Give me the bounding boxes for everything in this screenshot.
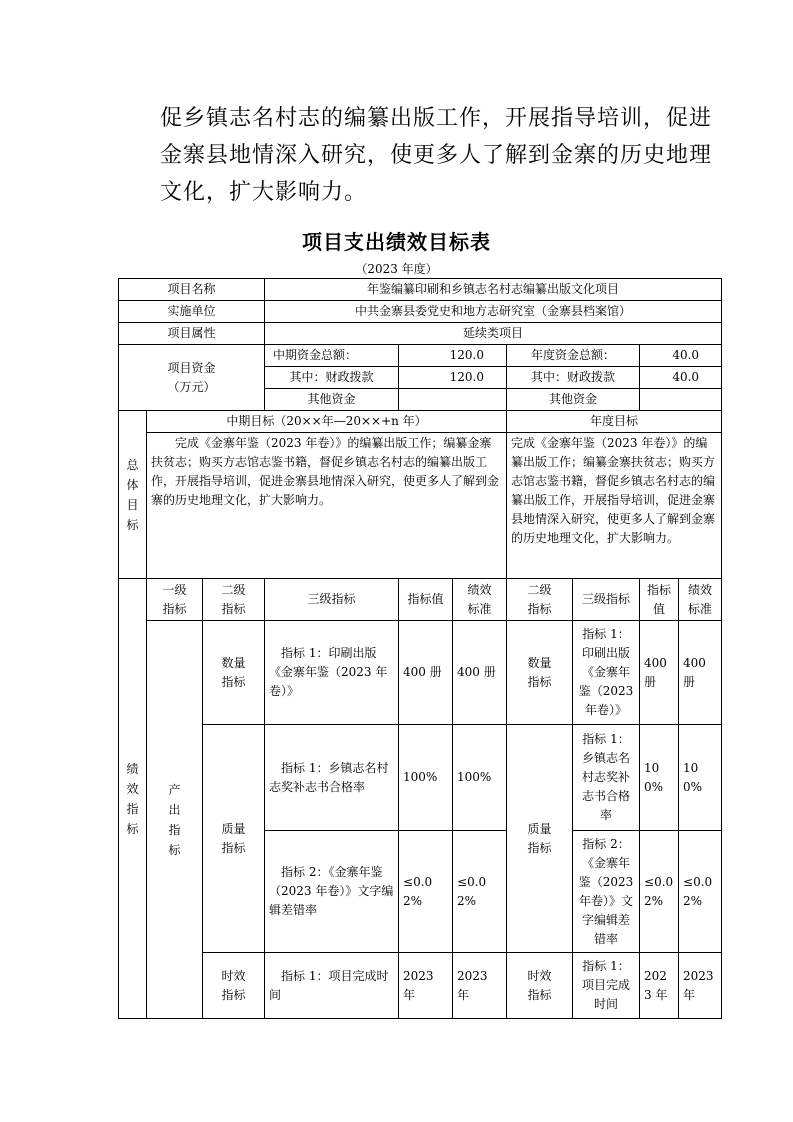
mid-other-value: [399, 389, 507, 411]
mid-total-value: 120.0: [399, 345, 507, 367]
table-year: （2023 年度）: [355, 262, 438, 276]
header-level2-right: 二级 指标: [507, 579, 573, 621]
header-standard-right: 绩效 标准: [679, 579, 722, 621]
quantity-indicator-1: 指标 1：印刷出版《金寨年鉴（2023 年卷）》: [265, 621, 399, 725]
table-row: [119, 579, 722, 621]
quality-indicator-2-standard: ≤0.02%: [453, 831, 507, 953]
table-title: 项目支出绩效目标表: [302, 230, 491, 254]
timeliness-indicator-1-value: 2023 年: [399, 953, 453, 1019]
mid-goal-text: 完成《金寨年鉴（2023 年卷）》的编纂出版工作；编纂金寨扶贫志；购买方志馆志鉴书籍，督促乡镇志名村志的编纂出版工作，开展指导培训，促进金寨县地情深入研究，使更多人了解到金寨的历史地理文化，扩大影响力。: [147, 433, 507, 579]
intro-line: 金寨县地情深入研究，使更多人了解到金寨的历史地理: [160, 143, 713, 168]
unit-value: 中共金寨县委党史和地方志研究室（金寨县档案馆）: [265, 301, 722, 323]
quality-indicator-1-right: 指标 1：乡镇志名村志奖补志书合格率: [573, 725, 640, 831]
mid-other-label: 其他资金: [265, 389, 399, 411]
intro-paragraph: [160, 100, 713, 211]
table-row: [119, 279, 722, 301]
quantity-indicator-1-right: 指标 1：印刷出版《金寨年鉴（2023 年卷）》: [573, 621, 640, 725]
quality-indicator-label: 质量 指标: [203, 725, 265, 953]
indicator-side-label: 绩 效 指 标: [119, 579, 147, 1019]
table-row: [119, 345, 722, 367]
project-name-value: 年鉴编纂印刷和乡镇志名村志编纂出版文化项目: [265, 279, 722, 301]
table-row: [119, 433, 722, 579]
annual-goal-text: 完成《金寨年鉴（2023 年卷）》的编纂出版工作；编纂金寨扶贫志；购买方志馆志鉴书籍，督促乡镇志名村志的编纂出版工作，开展指导培训，促进金寨县地情深入研究，使更多人了解到金寨的历史地理文化，扩大影响力。: [507, 433, 722, 579]
timeliness-indicator-1-right: 指标 1：项目完成时间: [573, 953, 640, 1019]
timeliness-indicator-1: 指标 1：项目完成时间: [265, 953, 399, 1019]
quality-indicator-1-value-right: 100%: [640, 725, 679, 831]
annual-fiscal-label: 其中：财政拨款: [507, 367, 640, 389]
annual-fiscal-value: 40.0: [640, 367, 722, 389]
table-row: [119, 301, 722, 323]
mid-fiscal-label: 其中：财政拨款: [265, 367, 399, 389]
quality-indicator-label-right: 质量 指标: [507, 725, 573, 953]
annual-total-label: 年度资金总额：: [507, 345, 640, 367]
output-indicator-label: 产 出 指 标: [147, 621, 203, 1019]
quantity-indicator-1-value-right: 400 册: [640, 621, 679, 725]
table-row: [119, 953, 722, 1019]
unit-label: 实施单位: [119, 301, 265, 323]
quantity-indicator-label: 数量 指标: [203, 621, 265, 725]
annual-other-label: 其他资金: [507, 389, 640, 411]
attribute-value: 延续类项目: [265, 323, 722, 345]
header-level2: 二级 指标: [203, 579, 265, 621]
header-value-right: 指标 值: [640, 579, 679, 621]
header-level1: 一级 指标: [147, 579, 203, 621]
intro-line: 促乡镇志名村志的编纂出版工作，开展指导培训，促进: [160, 106, 713, 131]
header-value: 指标值: [399, 579, 453, 621]
header-level3: 三级指标: [265, 579, 399, 621]
timeliness-indicator-1-standard-right: 2023 年: [679, 953, 722, 1019]
quality-indicator-1: 指标 1：乡镇志名村志奖补志书合格率: [265, 725, 399, 831]
quality-indicator-2-value: ≤0.02%: [399, 831, 453, 953]
timeliness-indicator-label: 时效 指标: [203, 953, 265, 1019]
mid-total-label: 中期资金总额：: [265, 345, 399, 367]
quality-indicator-1-value: 100%: [399, 725, 453, 831]
table-row: [119, 411, 722, 433]
timeliness-indicator-label-right: 时效 指标: [507, 953, 573, 1019]
performance-target-table: [118, 278, 722, 1019]
timeliness-indicator-1-value-right: 2023 年: [640, 953, 679, 1019]
funds-label: [119, 345, 265, 411]
mid-goal-header: 中期目标（20××年—20××+n 年）: [147, 411, 507, 433]
quality-indicator-2-right: 指标 2：《金寨年鉴（2023 年卷）》文字编辑差错率: [573, 831, 640, 953]
quality-indicator-2: 指标 2：《金寨年鉴（2023 年卷）》文字编辑差错率: [265, 831, 399, 953]
annual-other-value: [640, 389, 722, 411]
quality-indicator-2-value-right: ≤0.02%: [640, 831, 679, 953]
table-row: [119, 725, 722, 831]
overall-goal-side-label: 总 体 目 标: [119, 411, 147, 579]
table-row: [119, 621, 722, 725]
header-level3-right: 三级指标: [573, 579, 640, 621]
quality-indicator-1-standard-right: 100%: [679, 725, 722, 831]
quantity-indicator-1-value: 400 册: [399, 621, 453, 725]
quantity-indicator-1-standard: 400 册: [453, 621, 507, 725]
timeliness-indicator-1-standard: 2023 年: [453, 953, 507, 1019]
quantity-indicator-label-right: 数量 指标: [507, 621, 573, 725]
header-standard: 绩效 标准: [453, 579, 507, 621]
quality-indicator-2-standard-right: ≤0.02%: [679, 831, 722, 953]
funds-label-line1: 项目资金: [167, 360, 216, 375]
attribute-label: 项目属性: [119, 323, 265, 345]
annual-total-value: 40.0: [640, 345, 722, 367]
intro-line: 文化，扩大影响力。: [160, 180, 368, 205]
annual-goal-header: 年度目标: [507, 411, 722, 433]
mid-fiscal-value: 120.0: [399, 367, 507, 389]
quantity-indicator-1-standard-right: 400 册: [679, 621, 722, 725]
funds-label-line2: （万元）: [167, 379, 216, 394]
table-row: [119, 323, 722, 345]
project-name-label: 项目名称: [119, 279, 265, 301]
quality-indicator-1-standard: 100%: [453, 725, 507, 831]
